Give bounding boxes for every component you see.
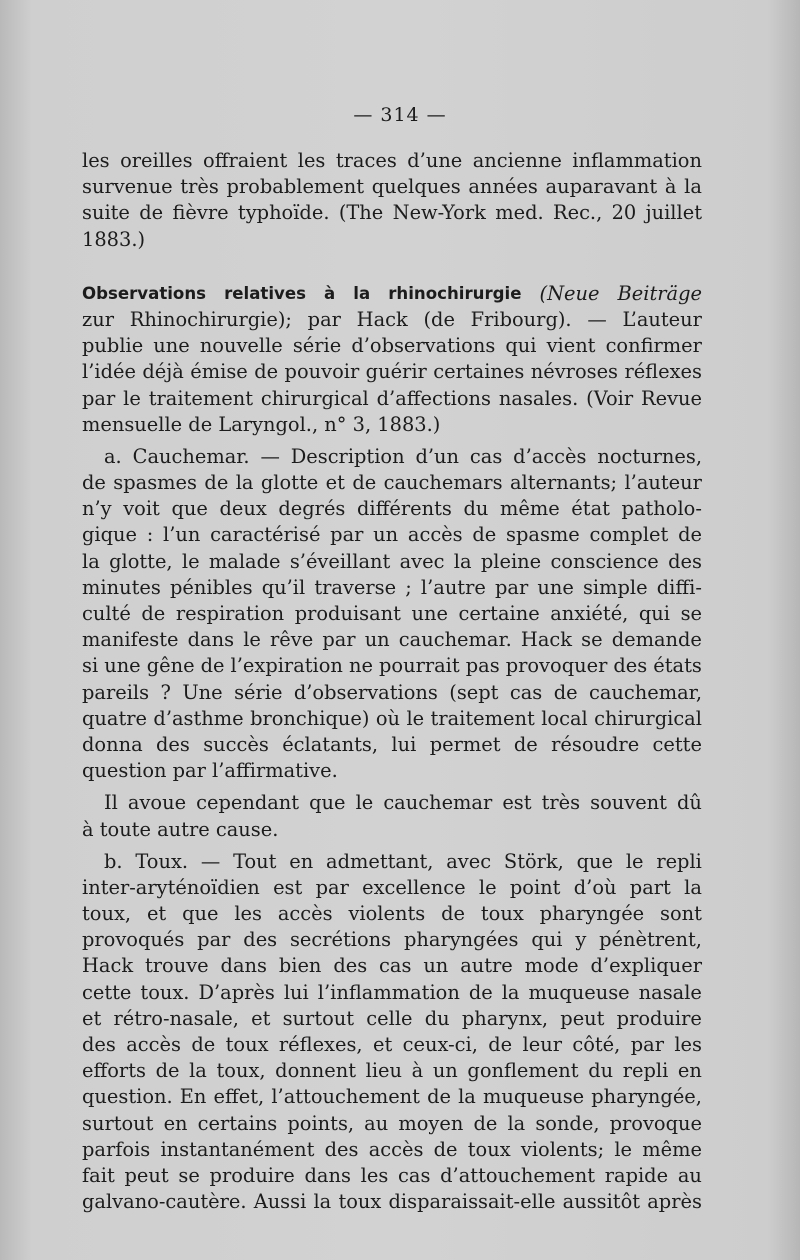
- text-line: question. En effet, l’attouchement de la muqueuse pharyngée,: [82, 1085, 702, 1109]
- text-line: galvano-cautère. Aussi la toux disparaissait-elle aussitôt après: [82, 1190, 702, 1214]
- text-line: b. Toux. — Tout en admettant, avec Störk, que le repli: [104, 849, 702, 873]
- text-line: minutes pénibles qu’il traverse ; l’autre par une simple diffi-: [82, 575, 702, 599]
- text-line: Observations relatives à la rhinochirurgie (Neue Beiträge: [82, 281, 702, 305]
- paragraph: [82, 849, 702, 1216]
- paragraph: [82, 281, 702, 438]
- text-line: par le traitement chirurgical d’affections nasales. (Voir Revue: [82, 386, 702, 410]
- text-line: manifeste dans le rêve par un cauchemar. Hack se demande: [82, 628, 702, 652]
- text-line: la glotte, le malade s’éveillant avec la pleine conscience des: [82, 549, 702, 573]
- text-line: provoqués par des secrétions pharyngées qui y pénètrent,: [82, 928, 702, 952]
- text-line: Hack trouve dans bien des cas un autre mode d’expliquer: [82, 954, 702, 978]
- text-line: suite de fièvre typhoïde. (The New-York med. Rec., 20 juillet: [82, 201, 702, 225]
- text-line: quatre d’asthme bronchique) où le traitement local chirurgical: [82, 706, 702, 730]
- page-number: — 314 —: [353, 104, 447, 126]
- text-line: les oreilles offraient les traces d’une ancienne inflammation: [82, 149, 702, 172]
- text-line: l’idée déjà émise de pouvoir guérir certaines névroses réflexes: [82, 360, 702, 384]
- text-line: publie une nouvelle série d’observations qui vient confirmer: [82, 334, 702, 358]
- paragraph: [82, 148, 702, 253]
- text-line: survenue très probablement quelques années auparavant à la: [82, 175, 702, 199]
- text-line: de spasmes de la glotte et de cauchemars alternants; l’auteur: [82, 471, 702, 495]
- body-text: [82, 148, 702, 1215]
- text-line: cette toux. D’après lui l’inflammation de la muqueuse nasale: [82, 980, 702, 1004]
- text-line: mensuelle de Laryngol., n° 3, 1883.): [82, 412, 441, 436]
- text-line: inter-aryténoïdien est par excellence le point d’où part la: [82, 875, 702, 899]
- text-line: a. Cauchemar. — Description d’un cas d’accès nocturnes,: [104, 444, 702, 468]
- text-line: efforts de la toux, donnent lieu à un gonflement du repli en: [82, 1059, 702, 1083]
- text-line: culté de respiration produisant une certaine anxiété, qui se: [82, 602, 702, 625]
- text-line: surtout en certains points, au moyen de la sonde, provoque: [82, 1111, 702, 1135]
- text-line: parfois instantanément des accès de toux violents; le même: [82, 1137, 702, 1161]
- text-line: pareils ? Une série d’observations (sept cas de cauchemar,: [82, 680, 702, 704]
- paragraph: [82, 444, 702, 784]
- text-line: à toute autre cause.: [82, 817, 279, 841]
- text-line: gique : l’un caractérisé par un accès de spasme complet de: [82, 523, 702, 547]
- text-line: fait peut se produire dans les cas d’attouchement rapide au: [82, 1163, 702, 1187]
- text-line: si une gêne de l’expiration ne pourrait pas provoquer des états: [82, 654, 702, 678]
- text-line: zur Rhinochirurgie); par Hack (de Fribourg). — L’auteur: [82, 307, 702, 331]
- paragraph: [82, 790, 702, 842]
- text-line: et rétro-nasale, et surtout celle du pharynx, peut produire: [82, 1006, 702, 1030]
- text-line: question par l’affirmative.: [82, 759, 338, 783]
- text-line: donna des succès éclatants, lui permet de résoudre cette: [82, 732, 702, 756]
- text-line: Il avoue cependant que le cauchemar est très souvent dû: [104, 791, 702, 815]
- text-line: n’y voit que deux degrés différents du même état patholo-: [82, 497, 702, 521]
- text-line: 1883.): [82, 227, 146, 251]
- text-line: des accès de toux réflexes, et ceux-ci, de leur côté, par les: [82, 1033, 702, 1056]
- text-line: toux, et que les accès violents de toux pharyngée sont: [82, 902, 702, 926]
